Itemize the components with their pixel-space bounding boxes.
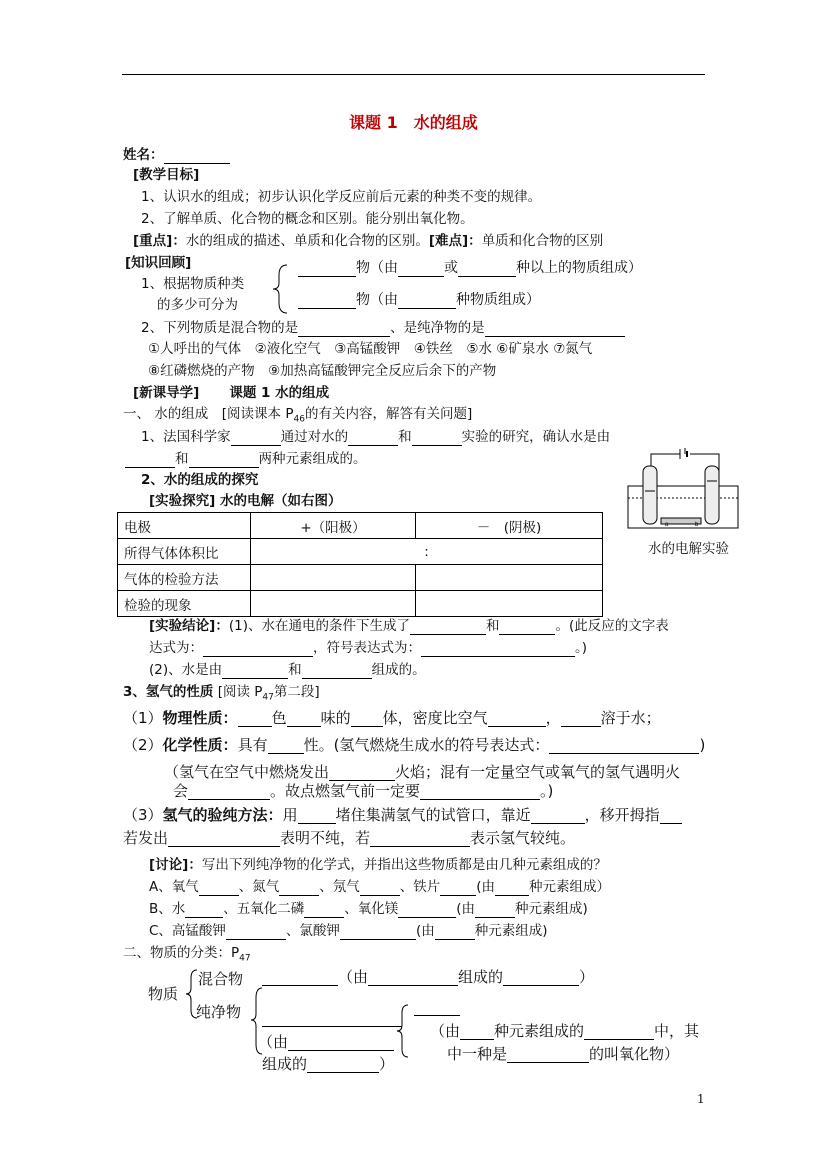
brace <box>395 1003 411 1059</box>
review-q1-line2: 的多少可分为 <box>157 297 238 313</box>
table-cell[interactable] <box>416 591 603 617</box>
review-options: ⑧红磷燃烧的产物 ⑨加热高锰酸钾完全反应后余下的产物 <box>148 363 497 379</box>
discussion-c: C、高锰酸钾 、氯酸钾 (由 种元素组成) <box>149 923 548 939</box>
figure-caption: 水的电解实验 <box>648 541 729 557</box>
classification-simple-desc-2: 组成的 ） <box>262 1055 395 1073</box>
goals-heading: [教学目标] <box>133 167 200 183</box>
table-cell: 气体的检验方法 <box>118 565 251 591</box>
svg-text:b: b <box>695 522 699 528</box>
electrolysis-apparatus-diagram <box>625 446 743 532</box>
classification-oxide-desc-1: （由 种元素组成的 中，其 <box>430 1022 700 1040</box>
new-lesson-heading: [新课导学] 课题 1 水的组成 <box>133 385 330 401</box>
table-cell[interactable] <box>416 565 603 591</box>
hydrogen-chemical-3: 会 。故点燃氢气前一定要 。) <box>173 782 554 800</box>
section-2-heading: 2、水的组成的探究 <box>141 472 259 488</box>
review-heading: [知识回顾] <box>125 255 192 271</box>
classification-simple-desc-1: （由 <box>258 1033 394 1051</box>
question-1b: 和 两种元素组成的。 <box>125 450 367 468</box>
classification-heading: 二、物质的分类：$P_{47}$ <box>123 945 251 964</box>
key-points: [重点]：水的组成的描述、单质和化合物的区别。[难点]：单质和化合物的区别 <box>133 233 604 249</box>
table-cell[interactable]: : <box>251 539 603 565</box>
classification-mixture-desc: （由 组成的 ） <box>262 968 594 986</box>
classification-mixture: 混合物 <box>198 970 244 988</box>
name-label: 姓名： <box>123 146 230 164</box>
table-cell: 电极 <box>118 513 251 539</box>
conclusion-line1: [实验结论]：(1)、水在通电的条件下生成了 和 。(此反应的文字表 <box>149 618 669 634</box>
review-q2: 2、下列物质是混合物的是 、是纯净物的是 <box>141 319 625 337</box>
table-row <box>118 591 603 617</box>
svg-text:a: a <box>665 522 669 528</box>
page-title: 课题 1 水的组成 <box>349 113 478 132</box>
review-branch1: 物（由 或 种以上的物质组成） <box>298 259 642 277</box>
table-row <box>118 565 603 591</box>
table-row <box>118 513 603 539</box>
hydrogen-chemical-2: （氢气在空气中燃烧发出 火焰；混有一定量空气或氧气的氢气遇明火 <box>164 763 681 781</box>
table-cell: +（阳极） <box>251 513 416 539</box>
classification-compound-blank <box>414 998 460 1016</box>
name-blank[interactable] <box>164 149 230 164</box>
section-1-heading: 一、 水的组成 [阅读课本 $P_{46}$的有关内容，解答有关问题] <box>123 406 473 425</box>
brace <box>271 263 291 315</box>
classification-simple-blank <box>262 1009 402 1027</box>
classification-root: 物质 <box>148 985 179 1003</box>
conclusion-line3: (2)、水是由 和 组成的。 <box>149 662 426 678</box>
review-q1-line1: 1、根据物质种类 <box>141 276 245 292</box>
experiment-heading: [实验探究] 水的电解（如右图） <box>149 493 342 509</box>
classification-oxide-desc-2: 中一种是 的叫氧化物） <box>447 1045 680 1063</box>
hydrogen-purity-2: 若发出 表明不纯，若 表示氢气较纯。 <box>123 829 576 847</box>
table-cell[interactable] <box>251 565 416 591</box>
table-cell: 所得气体体积比 <box>118 539 251 565</box>
page-number: 1 <box>697 1092 705 1106</box>
table-cell: 检验的现象 <box>118 591 251 617</box>
table-cell[interactable] <box>251 591 416 617</box>
experiment-table <box>117 512 603 617</box>
discussion-a: A、氧气 、氮气 、氖气 、铁片 (由 种元素组成） <box>149 879 611 895</box>
hydrogen-purity: （3）氢气的验纯方法：用 堵住集满氢气的试管口，靠近 ，移开拇指 <box>123 806 682 824</box>
review-branch2: 物（由 种物质组成） <box>298 291 540 309</box>
hydrogen-physical: （1）物理性质： 色 味的 体，密度比空气 ， 溶于水； <box>123 709 661 727</box>
goal-item: 2、了解单质、化合物的概念和区别。能分别出氧化物。 <box>141 211 474 227</box>
discussion-b: B、水 、五氧化二磷 、氧化镁 (由 种元素组成) <box>149 901 588 917</box>
table-cell: － (阴极) <box>416 513 603 539</box>
top-rule <box>122 74 705 75</box>
table-row <box>118 539 603 565</box>
classification-pure: 纯净物 <box>196 1003 242 1021</box>
goal-item: 1、认识水的组成；初步认识化学反应前后元素的种类不变的规律。 <box>141 189 542 205</box>
conclusion-line2: 达式为： ，符号表达式为： 。) <box>149 640 588 656</box>
question-1: 1、法国科学家 通过对水的 和 实验的研究，确认水是由 <box>141 429 611 445</box>
hydrogen-heading: 3、氢气的性质 [阅读 $P_{47}$第二段] <box>123 684 320 703</box>
discussion-heading: [讨论]：写出下列纯净物的化学式，并指出这些物质都是由几种元素组成的？ <box>149 857 607 873</box>
review-options: ①人呼出的气体 ②液化空气 ③高锰酸钾 ④铁丝 ⑤水 ⑥矿泉水 ⑦氮气 <box>148 341 593 357</box>
hydrogen-chemical: （2）化学性质：具有 性。(氢气燃烧生成水的符号表达式： ) <box>123 736 706 754</box>
